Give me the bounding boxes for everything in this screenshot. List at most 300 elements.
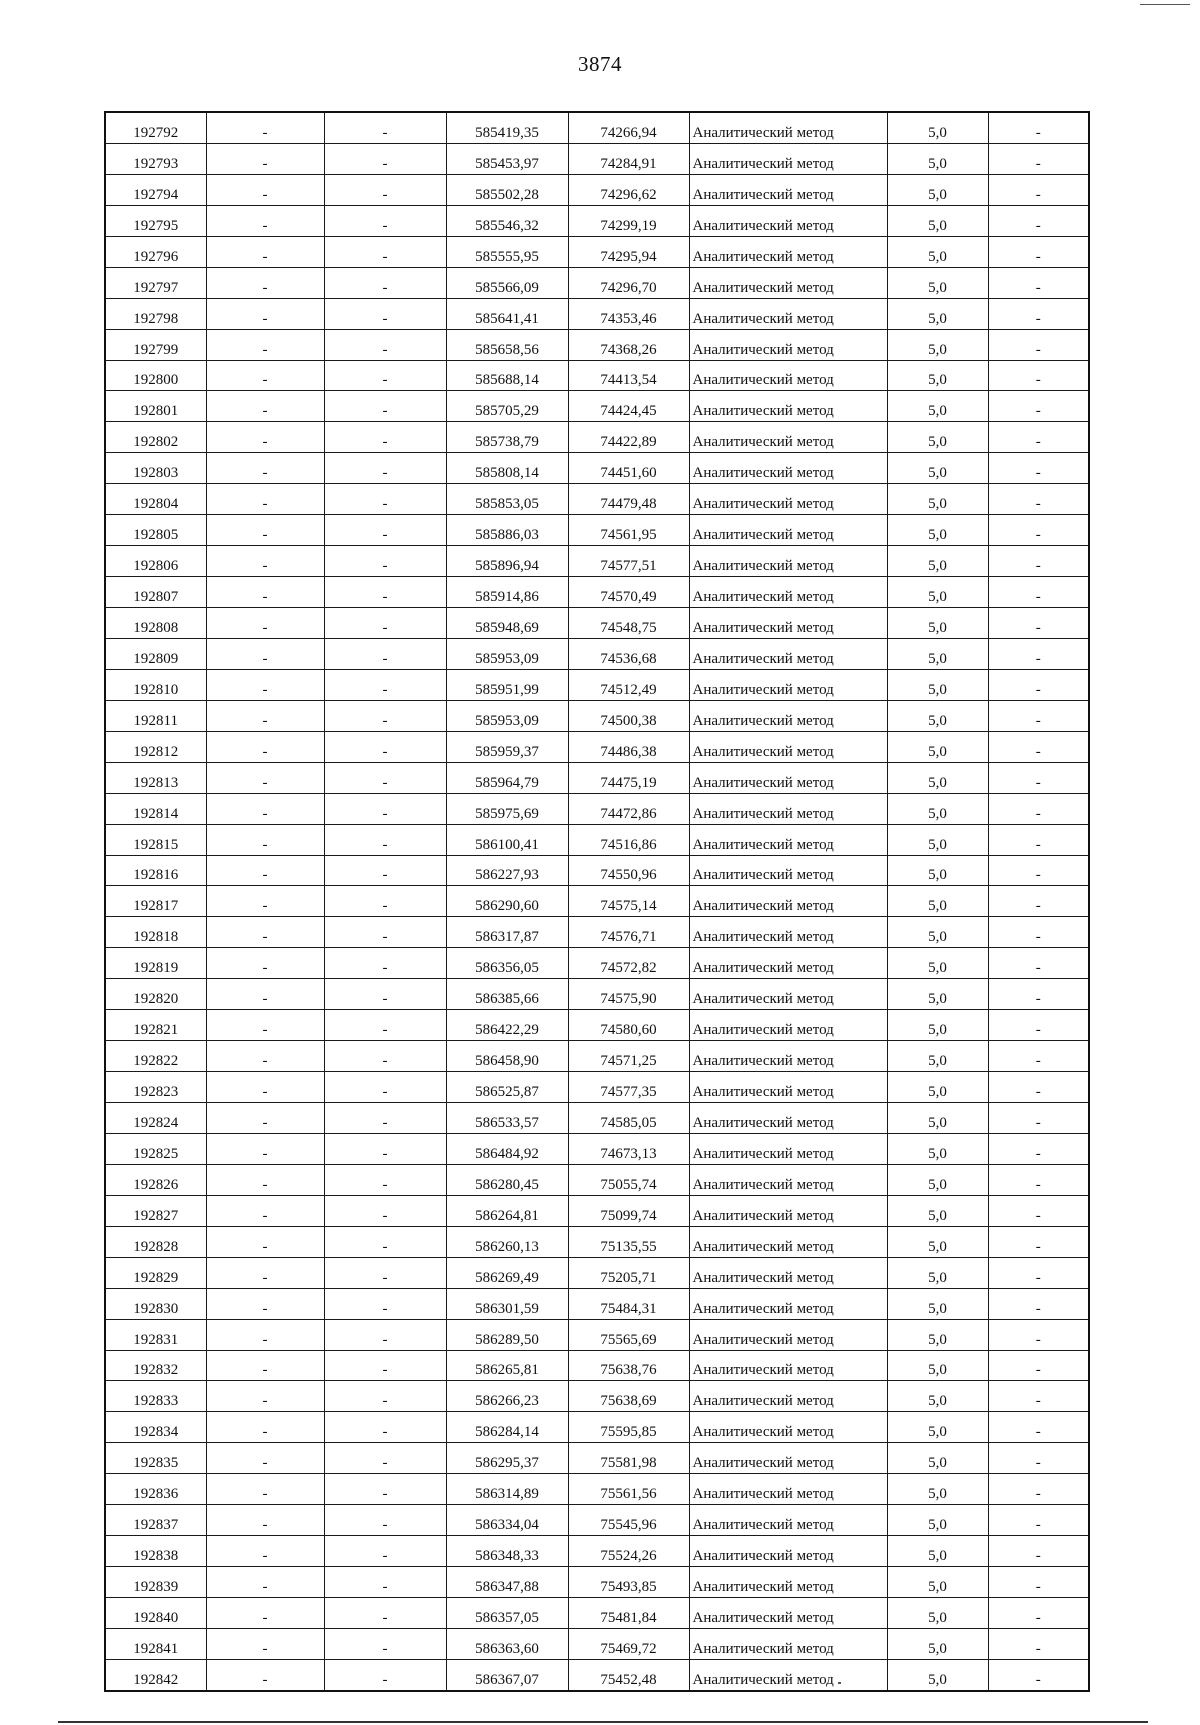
method-cell: Аналитический метод: [689, 1164, 887, 1195]
empty-value-cell: -: [988, 577, 1089, 608]
empty-value-cell: -: [206, 1536, 324, 1567]
method-cell: Аналитический метод: [689, 1010, 887, 1041]
table-row: [105, 1567, 1089, 1598]
method-cell: Аналитический метод: [689, 1505, 887, 1536]
empty-value-cell: -: [206, 236, 324, 267]
table-row: [105, 700, 1089, 731]
accuracy-cell: 5,0: [887, 205, 988, 236]
empty-value-cell: -: [324, 1567, 446, 1598]
y-coordinate-cell: 74561,95: [568, 515, 689, 546]
point-number-cell: 192837: [105, 1505, 206, 1536]
empty-value-cell: -: [988, 793, 1089, 824]
table-row: [105, 1628, 1089, 1659]
y-coordinate-cell: 74576,71: [568, 917, 689, 948]
y-coordinate-cell: 74577,35: [568, 1072, 689, 1103]
empty-value-cell: -: [324, 669, 446, 700]
empty-value-cell: -: [324, 112, 446, 143]
empty-value-cell: -: [206, 1288, 324, 1319]
empty-value-cell: -: [324, 1350, 446, 1381]
accuracy-cell: 5,0: [887, 824, 988, 855]
y-coordinate-cell: 74673,13: [568, 1133, 689, 1164]
empty-value-cell: -: [206, 360, 324, 391]
point-number-cell: 192841: [105, 1628, 206, 1659]
method-cell: Аналитический метод: [689, 205, 887, 236]
point-number-cell: 192832: [105, 1350, 206, 1381]
table-row: [105, 1505, 1089, 1536]
accuracy-cell: 5,0: [887, 793, 988, 824]
coordinates-table: [104, 111, 1090, 1692]
y-coordinate-cell: 75638,76: [568, 1350, 689, 1381]
method-cell: Аналитический метод: [689, 917, 887, 948]
method-cell: Аналитический метод: [689, 638, 887, 669]
method-cell: Аналитический метод: [689, 391, 887, 422]
x-coordinate-cell: 585453,97: [446, 143, 568, 174]
table-row: [105, 1381, 1089, 1412]
y-coordinate-cell: 74299,19: [568, 205, 689, 236]
method-cell: Аналитический метод: [689, 1536, 887, 1567]
x-coordinate-cell: 586533,57: [446, 1103, 568, 1134]
accuracy-cell: 5,0: [887, 1041, 988, 1072]
method-cell: Аналитический метод: [689, 329, 887, 360]
point-number-cell: 192793: [105, 143, 206, 174]
table-row: [105, 917, 1089, 948]
point-number-cell: 192831: [105, 1319, 206, 1350]
point-number-cell: 192830: [105, 1288, 206, 1319]
point-number-cell: 192807: [105, 577, 206, 608]
x-coordinate-cell: 585566,09: [446, 267, 568, 298]
x-coordinate-cell: 586290,60: [446, 886, 568, 917]
empty-value-cell: -: [324, 143, 446, 174]
method-cell: Аналитический метод: [689, 948, 887, 979]
table-row: [105, 1072, 1089, 1103]
empty-value-cell: -: [988, 267, 1089, 298]
point-number-cell: 192810: [105, 669, 206, 700]
empty-value-cell: -: [988, 1288, 1089, 1319]
accuracy-cell: 5,0: [887, 638, 988, 669]
x-coordinate-cell: 586269,49: [446, 1257, 568, 1288]
y-coordinate-cell: 74451,60: [568, 453, 689, 484]
y-coordinate-cell: 74475,19: [568, 762, 689, 793]
empty-value-cell: -: [324, 1628, 446, 1659]
empty-value-cell: -: [206, 112, 324, 143]
x-coordinate-cell: 586289,50: [446, 1319, 568, 1350]
point-number-cell: 192805: [105, 515, 206, 546]
point-number-cell: 192815: [105, 824, 206, 855]
empty-value-cell: -: [324, 422, 446, 453]
empty-value-cell: -: [206, 700, 324, 731]
empty-value-cell: -: [206, 1072, 324, 1103]
y-coordinate-cell: 75099,74: [568, 1195, 689, 1226]
y-coordinate-cell: 74500,38: [568, 700, 689, 731]
x-coordinate-cell: 586295,37: [446, 1443, 568, 1474]
method-cell: Аналитический метод: [689, 793, 887, 824]
point-number-cell: 192823: [105, 1072, 206, 1103]
accuracy-cell: 5,0: [887, 1412, 988, 1443]
empty-value-cell: -: [988, 762, 1089, 793]
accuracy-cell: 5,0: [887, 700, 988, 731]
empty-value-cell: -: [206, 1133, 324, 1164]
table-row: [105, 329, 1089, 360]
empty-value-cell: -: [206, 1412, 324, 1443]
accuracy-cell: 5,0: [887, 1659, 988, 1690]
y-coordinate-cell: 75452,48: [568, 1659, 689, 1690]
empty-value-cell: -: [206, 391, 324, 422]
x-coordinate-cell: 586356,05: [446, 948, 568, 979]
point-number-cell: 192818: [105, 917, 206, 948]
method-cell: Аналитический метод: [689, 1412, 887, 1443]
empty-value-cell: -: [988, 1103, 1089, 1134]
point-number-cell: 192792: [105, 112, 206, 143]
y-coordinate-cell: 75595,85: [568, 1412, 689, 1443]
point-number-cell: 192799: [105, 329, 206, 360]
table-row: [105, 1659, 1089, 1690]
empty-value-cell: -: [324, 360, 446, 391]
y-coordinate-cell: 74422,89: [568, 422, 689, 453]
empty-value-cell: -: [988, 112, 1089, 143]
empty-value-cell: -: [324, 1659, 446, 1690]
y-coordinate-cell: 74368,26: [568, 329, 689, 360]
y-coordinate-cell: 75638,69: [568, 1381, 689, 1412]
accuracy-cell: 5,0: [887, 1257, 988, 1288]
method-cell: Аналитический метод: [689, 1103, 887, 1134]
table-row: [105, 484, 1089, 515]
method-cell: Аналитический метод: [689, 453, 887, 484]
empty-value-cell: -: [988, 515, 1089, 546]
empty-value-cell: -: [206, 886, 324, 917]
accuracy-cell: 5,0: [887, 1288, 988, 1319]
empty-value-cell: -: [324, 638, 446, 669]
empty-value-cell: -: [324, 1412, 446, 1443]
table-row: [105, 1536, 1089, 1567]
y-coordinate-cell: 74512,49: [568, 669, 689, 700]
method-cell: Аналитический метод: [689, 577, 887, 608]
empty-value-cell: -: [988, 1474, 1089, 1505]
method-cell: Аналитический метод: [689, 1319, 887, 1350]
y-coordinate-cell: 75493,85: [568, 1567, 689, 1598]
x-coordinate-cell: 586280,45: [446, 1164, 568, 1195]
accuracy-cell: 5,0: [887, 1381, 988, 1412]
method-cell: Аналитический метод: [689, 1072, 887, 1103]
point-number-cell: 192804: [105, 484, 206, 515]
point-number-cell: 192794: [105, 174, 206, 205]
empty-value-cell: -: [988, 855, 1089, 886]
y-coordinate-cell: 74424,45: [568, 391, 689, 422]
empty-value-cell: -: [988, 1041, 1089, 1072]
table-row: [105, 608, 1089, 639]
table-row: [105, 1041, 1089, 1072]
empty-value-cell: -: [324, 1381, 446, 1412]
point-number-cell: 192797: [105, 267, 206, 298]
table-row: [105, 112, 1089, 143]
accuracy-cell: 5,0: [887, 267, 988, 298]
x-coordinate-cell: 586301,59: [446, 1288, 568, 1319]
empty-value-cell: -: [988, 1133, 1089, 1164]
empty-value-cell: -: [206, 267, 324, 298]
accuracy-cell: 5,0: [887, 917, 988, 948]
x-coordinate-cell: 586334,04: [446, 1505, 568, 1536]
table-row: [105, 1103, 1089, 1134]
y-coordinate-cell: 75561,56: [568, 1474, 689, 1505]
y-coordinate-cell: 74575,14: [568, 886, 689, 917]
point-number-cell: 192819: [105, 948, 206, 979]
accuracy-cell: 5,0: [887, 453, 988, 484]
y-coordinate-cell: 74585,05: [568, 1103, 689, 1134]
accuracy-cell: 5,0: [887, 855, 988, 886]
point-number-cell: 192800: [105, 360, 206, 391]
point-number-cell: 192812: [105, 731, 206, 762]
method-cell: Аналитический метод: [689, 267, 887, 298]
x-coordinate-cell: 586385,66: [446, 979, 568, 1010]
y-coordinate-cell: 74295,94: [568, 236, 689, 267]
x-coordinate-cell: 585948,69: [446, 608, 568, 639]
empty-value-cell: -: [206, 731, 324, 762]
empty-value-cell: -: [206, 824, 324, 855]
point-number-cell: 192838: [105, 1536, 206, 1567]
point-number-cell: 192826: [105, 1164, 206, 1195]
method-cell: Аналитический метод: [689, 1381, 887, 1412]
table-row: [105, 267, 1089, 298]
top-edge-rule: [1140, 4, 1190, 5]
point-number-cell: 192835: [105, 1443, 206, 1474]
x-coordinate-cell: 585555,95: [446, 236, 568, 267]
y-coordinate-cell: 74296,70: [568, 267, 689, 298]
accuracy-cell: 5,0: [887, 174, 988, 205]
accuracy-cell: 5,0: [887, 360, 988, 391]
method-cell: Аналитический метод: [689, 1257, 887, 1288]
table-row: [105, 1288, 1089, 1319]
y-coordinate-cell: 75135,55: [568, 1226, 689, 1257]
empty-value-cell: -: [206, 515, 324, 546]
method-cell: Аналитический метод: [689, 979, 887, 1010]
empty-value-cell: -: [206, 608, 324, 639]
empty-value-cell: -: [206, 1164, 324, 1195]
x-coordinate-cell: 586284,14: [446, 1412, 568, 1443]
empty-value-cell: -: [324, 700, 446, 731]
y-coordinate-cell: 74472,86: [568, 793, 689, 824]
empty-value-cell: -: [324, 298, 446, 329]
empty-value-cell: -: [988, 1659, 1089, 1690]
table-row: [105, 886, 1089, 917]
empty-value-cell: -: [206, 669, 324, 700]
empty-value-cell: -: [324, 855, 446, 886]
accuracy-cell: 5,0: [887, 731, 988, 762]
y-coordinate-cell: 75545,96: [568, 1505, 689, 1536]
empty-value-cell: -: [206, 298, 324, 329]
method-cell: Аналитический метод: [689, 143, 887, 174]
method-cell: Аналитический метод: [689, 731, 887, 762]
empty-value-cell: -: [206, 143, 324, 174]
accuracy-cell: 5,0: [887, 979, 988, 1010]
y-coordinate-cell: 74548,75: [568, 608, 689, 639]
empty-value-cell: -: [988, 1072, 1089, 1103]
x-coordinate-cell: 586367,07: [446, 1659, 568, 1690]
accuracy-cell: 5,0: [887, 422, 988, 453]
table-row: [105, 1412, 1089, 1443]
point-number-cell: 192802: [105, 422, 206, 453]
table-row: [105, 1319, 1089, 1350]
accuracy-cell: 5,0: [887, 391, 988, 422]
accuracy-cell: 5,0: [887, 886, 988, 917]
table-row: [105, 855, 1089, 886]
point-number-cell: 192808: [105, 608, 206, 639]
table-row: [105, 391, 1089, 422]
point-number-cell: 192827: [105, 1195, 206, 1226]
x-coordinate-cell: 585886,03: [446, 515, 568, 546]
x-coordinate-cell: 586525,87: [446, 1072, 568, 1103]
table-row: [105, 236, 1089, 267]
x-coordinate-cell: 585953,09: [446, 700, 568, 731]
empty-value-cell: -: [988, 174, 1089, 205]
empty-value-cell: -: [206, 577, 324, 608]
empty-value-cell: -: [324, 979, 446, 1010]
empty-value-cell: -: [324, 886, 446, 917]
x-coordinate-cell: 586348,33: [446, 1536, 568, 1567]
y-coordinate-cell: 75205,71: [568, 1257, 689, 1288]
y-coordinate-cell: 75055,74: [568, 1164, 689, 1195]
method-cell: Аналитический метод: [689, 1288, 887, 1319]
accuracy-cell: 5,0: [887, 1474, 988, 1505]
empty-value-cell: -: [324, 731, 446, 762]
empty-value-cell: -: [206, 1567, 324, 1598]
accuracy-cell: 5,0: [887, 236, 988, 267]
table-row: [105, 1195, 1089, 1226]
point-number-cell: 192798: [105, 298, 206, 329]
accuracy-cell: 5,0: [887, 1226, 988, 1257]
empty-value-cell: -: [988, 1381, 1089, 1412]
table-row: [105, 1350, 1089, 1381]
empty-value-cell: -: [988, 205, 1089, 236]
empty-value-cell: -: [206, 1474, 324, 1505]
empty-value-cell: -: [206, 1659, 324, 1690]
point-number-cell: 192834: [105, 1412, 206, 1443]
empty-value-cell: -: [324, 546, 446, 577]
accuracy-cell: 5,0: [887, 1133, 988, 1164]
y-coordinate-cell: 74577,51: [568, 546, 689, 577]
table-row: [105, 577, 1089, 608]
page-number: 3874: [578, 52, 622, 76]
method-cell: Аналитический метод: [689, 1133, 887, 1164]
x-coordinate-cell: 586266,23: [446, 1381, 568, 1412]
table-row: [105, 793, 1089, 824]
point-number-cell: 192839: [105, 1567, 206, 1598]
x-coordinate-cell: 585896,94: [446, 546, 568, 577]
point-number-cell: 192806: [105, 546, 206, 577]
accuracy-cell: 5,0: [887, 1443, 988, 1474]
empty-value-cell: -: [988, 360, 1089, 391]
method-cell: Аналитический метод: [689, 1628, 887, 1659]
empty-value-cell: -: [206, 546, 324, 577]
x-coordinate-cell: 585658,56: [446, 329, 568, 360]
empty-value-cell: -: [206, 948, 324, 979]
method-cell: Аналитический метод: [689, 112, 887, 143]
x-coordinate-cell: 585808,14: [446, 453, 568, 484]
y-coordinate-cell: 75469,72: [568, 1628, 689, 1659]
y-coordinate-cell: 74413,54: [568, 360, 689, 391]
empty-value-cell: -: [324, 453, 446, 484]
y-coordinate-cell: 74284,91: [568, 143, 689, 174]
x-coordinate-cell: 586484,92: [446, 1133, 568, 1164]
x-coordinate-cell: 586363,60: [446, 1628, 568, 1659]
accuracy-cell: 5,0: [887, 948, 988, 979]
x-coordinate-cell: 585546,32: [446, 205, 568, 236]
x-coordinate-cell: 585705,29: [446, 391, 568, 422]
empty-value-cell: -: [206, 855, 324, 886]
accuracy-cell: 5,0: [887, 515, 988, 546]
empty-value-cell: -: [206, 422, 324, 453]
empty-value-cell: -: [206, 1505, 324, 1536]
x-coordinate-cell: 586347,88: [446, 1567, 568, 1598]
empty-value-cell: -: [206, 1350, 324, 1381]
point-number-cell: 192811: [105, 700, 206, 731]
x-coordinate-cell: 586227,93: [446, 855, 568, 886]
y-coordinate-cell: 74575,90: [568, 979, 689, 1010]
accuracy-cell: 5,0: [887, 1505, 988, 1536]
x-coordinate-cell: 585951,99: [446, 669, 568, 700]
empty-value-cell: -: [988, 1350, 1089, 1381]
y-coordinate-cell: 74266,94: [568, 112, 689, 143]
method-cell: Аналитический метод: [689, 174, 887, 205]
table-row: [105, 669, 1089, 700]
empty-value-cell: -: [988, 1226, 1089, 1257]
scan-speck: [838, 1682, 841, 1684]
method-cell: Аналитический метод: [689, 700, 887, 731]
table-row: [105, 1474, 1089, 1505]
table-row: [105, 731, 1089, 762]
accuracy-cell: 5,0: [887, 112, 988, 143]
empty-value-cell: -: [206, 762, 324, 793]
empty-value-cell: -: [988, 1628, 1089, 1659]
accuracy-cell: 5,0: [887, 1010, 988, 1041]
empty-value-cell: -: [324, 391, 446, 422]
point-number-cell: 192813: [105, 762, 206, 793]
empty-value-cell: -: [324, 1072, 446, 1103]
table-row: [105, 205, 1089, 236]
method-cell: Аналитический метод: [689, 886, 887, 917]
point-number-cell: 192833: [105, 1381, 206, 1412]
empty-value-cell: -: [206, 1443, 324, 1474]
empty-value-cell: -: [324, 793, 446, 824]
empty-value-cell: -: [988, 298, 1089, 329]
empty-value-cell: -: [206, 1010, 324, 1041]
empty-value-cell: -: [206, 1226, 324, 1257]
x-coordinate-cell: 586265,81: [446, 1350, 568, 1381]
table-row: [105, 1598, 1089, 1629]
table-row: [105, 515, 1089, 546]
x-coordinate-cell: 586100,41: [446, 824, 568, 855]
empty-value-cell: -: [206, 1041, 324, 1072]
accuracy-cell: 5,0: [887, 1103, 988, 1134]
empty-value-cell: -: [988, 1195, 1089, 1226]
empty-value-cell: -: [206, 174, 324, 205]
y-coordinate-cell: 74516,86: [568, 824, 689, 855]
empty-value-cell: -: [988, 1443, 1089, 1474]
table-row: [105, 638, 1089, 669]
accuracy-cell: 5,0: [887, 608, 988, 639]
empty-value-cell: -: [988, 1412, 1089, 1443]
empty-value-cell: -: [988, 979, 1089, 1010]
x-coordinate-cell: 585502,28: [446, 174, 568, 205]
table-row: [105, 948, 1089, 979]
table-row: [105, 143, 1089, 174]
method-cell: Аналитический метод: [689, 1195, 887, 1226]
empty-value-cell: -: [988, 546, 1089, 577]
y-coordinate-cell: 74479,48: [568, 484, 689, 515]
y-coordinate-cell: 74536,68: [568, 638, 689, 669]
empty-value-cell: -: [324, 1226, 446, 1257]
empty-value-cell: -: [324, 515, 446, 546]
y-coordinate-cell: 74571,25: [568, 1041, 689, 1072]
y-coordinate-cell: 75524,26: [568, 1536, 689, 1567]
